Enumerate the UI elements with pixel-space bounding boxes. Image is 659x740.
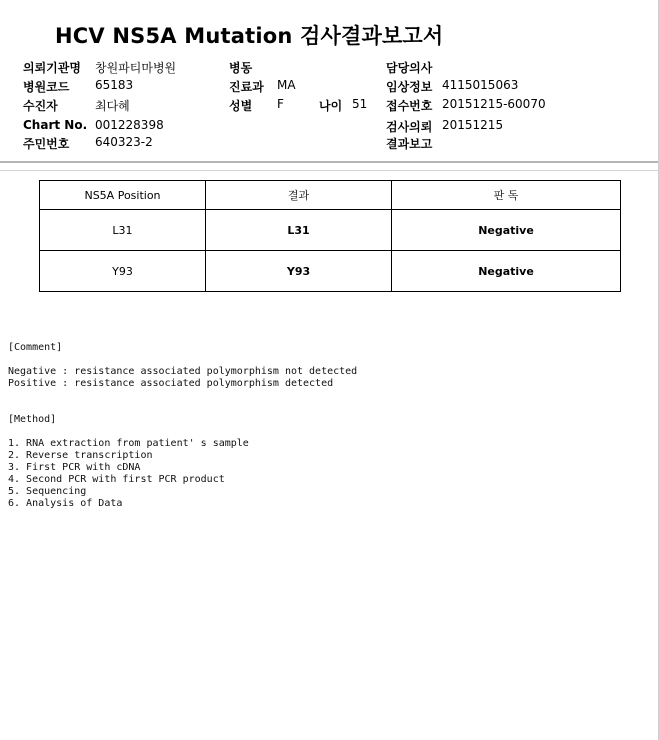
results-table	[39, 180, 621, 292]
dept-value: MA	[277, 78, 296, 92]
method-step: 3. First PCR with cDNA	[8, 462, 141, 473]
id-value: 640323-2	[95, 135, 153, 149]
divider	[0, 170, 659, 171]
doctor-label: 담당의사	[386, 61, 433, 75]
request-value: 20151215	[442, 118, 504, 132]
method-step: 6. Analysis of Data	[8, 498, 123, 509]
age-value: 51	[352, 97, 368, 111]
comment-line-positive: Positive : resistance associated polymorphism detected	[8, 378, 334, 389]
receipt-label: 접수번호	[386, 99, 433, 113]
header-position: NS5A Position	[40, 181, 206, 210]
cell-position: L31	[40, 210, 206, 251]
comment-heading: [Comment]	[8, 342, 63, 353]
id-label: 주민번호	[23, 137, 70, 151]
report-title: HCV NS5A Mutation 검사결과보고서	[55, 24, 444, 48]
cell-position: Y93	[40, 251, 206, 292]
cell-result: L31	[206, 210, 392, 251]
cell-interpretation: Negative	[392, 251, 621, 292]
cell-result: Y93	[206, 251, 392, 292]
clinical-label: 임상정보	[386, 80, 433, 94]
institution-value: 창원파티마병원	[95, 61, 177, 75]
age-label: 나이	[319, 99, 343, 113]
report-label: 결과보고	[386, 137, 433, 151]
header-result: 결과	[206, 181, 392, 210]
sex-label: 성별	[229, 99, 253, 113]
method-step: 4. Second PCR with first PCR product	[8, 474, 225, 485]
clinical-value: 4115015063	[442, 78, 519, 92]
method-step: 2. Reverse transcription	[8, 450, 153, 461]
patient-value: 최다혜	[95, 99, 130, 113]
report-header	[0, 0, 659, 163]
table-row	[40, 251, 621, 292]
method-step: 5. Sequencing	[8, 486, 87, 497]
method-heading: [Method]	[8, 414, 57, 425]
table-header-row	[40, 181, 621, 210]
cell-interpretation: Negative	[392, 210, 621, 251]
request-label: 검사의뢰	[386, 120, 433, 134]
chart-label: Chart No.	[23, 118, 88, 132]
receipt-value: 20151215-60070	[442, 97, 546, 111]
header-interpretation: 판 독	[392, 181, 621, 210]
hospital-code-label: 병원코드	[23, 80, 70, 94]
method-step: 1. RNA extraction from patient' s sample	[8, 438, 249, 449]
chart-value: 001228398	[95, 118, 164, 132]
ward-label: 병동	[229, 61, 253, 75]
sex-value: F	[277, 97, 284, 111]
institution-label: 의뢰기관명	[23, 61, 81, 75]
hospital-code-value: 65183	[95, 78, 134, 92]
dept-label: 진료과	[229, 80, 264, 94]
table-row	[40, 210, 621, 251]
patient-label: 수진자	[23, 99, 58, 113]
comment-line-negative: Negative : resistance associated polymorphism not detected	[8, 366, 358, 377]
